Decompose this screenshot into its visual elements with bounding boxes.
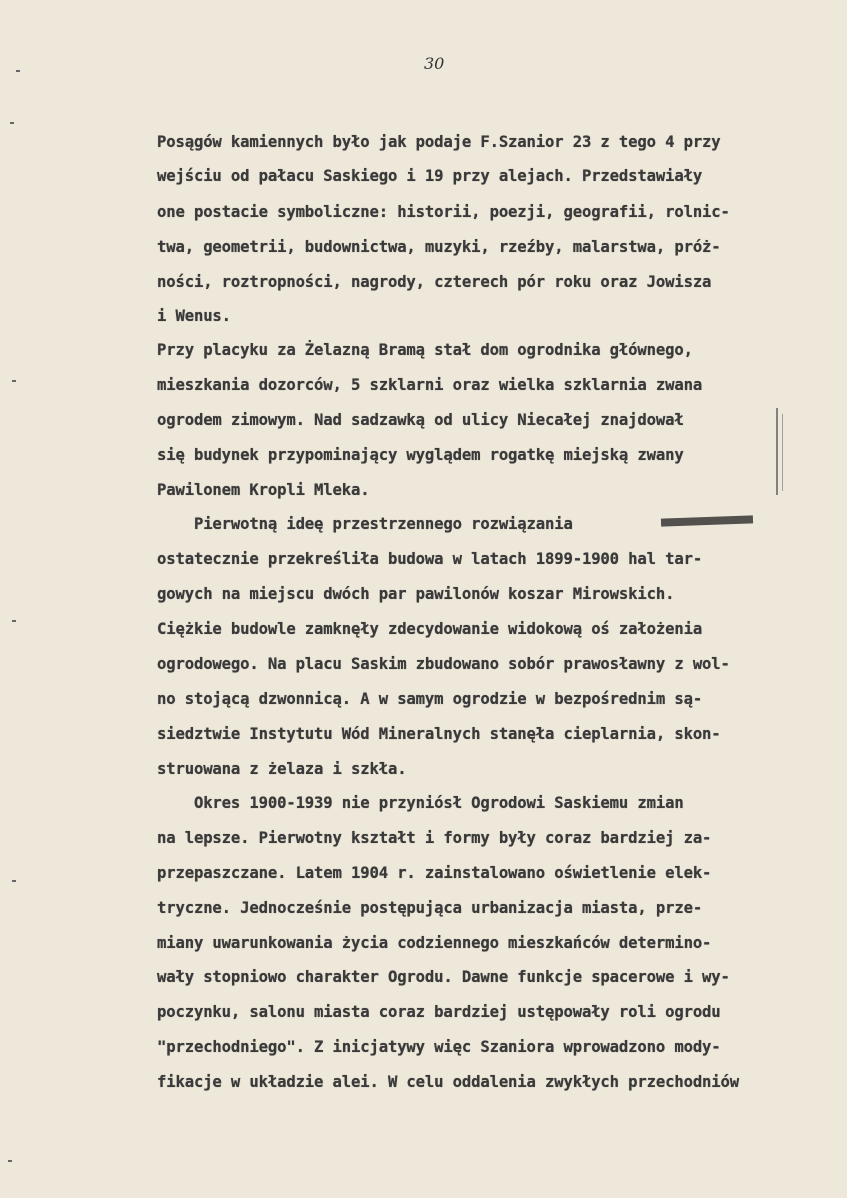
edge-mark bbox=[16, 70, 20, 72]
text-line: Przy placyku za Żelazną Bramą stał dom ogrodnika głównego, bbox=[157, 341, 693, 359]
edge-mark bbox=[12, 380, 16, 382]
text-line: ostatecznie przekreśliła budowa w latach 1899-1900 hal tar- bbox=[157, 550, 703, 568]
text-line: Okres 1900-1939 nie przyniósł Ogrodowi Saskiemu zmian bbox=[157, 794, 684, 812]
text-line: przepaszczane. Latem 1904 r. zainstalowano oświetlenie elek- bbox=[157, 864, 712, 882]
text-line: się budynek przypominający wyglądem rogatkę miejską zwany bbox=[157, 446, 684, 464]
text-line: poczynku, salonu miasta coraz bardziej ustępowały roli ogrodu bbox=[157, 1003, 721, 1021]
text-line: mieszkania dozorców, 5 szklarni oraz wielka szklarnia zwana bbox=[157, 376, 703, 394]
text-line: tryczne. Jednocześnie postępująca urbanizacja miasta, prze- bbox=[157, 899, 703, 917]
edge-mark bbox=[12, 880, 16, 882]
edge-mark bbox=[10, 122, 14, 124]
text-line: i Wenus. bbox=[157, 307, 231, 325]
text-line: fikacje w układzie alei. W celu oddalenia zwykłych przechodniów bbox=[157, 1073, 740, 1091]
text-line: ności, roztropności, nagrody, czterech pór roku oraz Jowisza bbox=[157, 273, 712, 291]
edge-mark bbox=[8, 1160, 12, 1162]
text-line: siedztwie Instytutu Wód Mineralnych stanęła cieplarnia, skon- bbox=[157, 725, 721, 743]
text-line: wały stopniowo charakter Ogrodu. Dawne funkcje spacerowe i wy- bbox=[157, 968, 730, 986]
text-line: na lepsze. Pierwotny kształt i formy były coraz bardziej za- bbox=[157, 829, 712, 847]
text-line: Posągów kamiennych było jak podaje F.Szanior 23 z tego 4 przy bbox=[157, 133, 721, 151]
struck-out-word bbox=[661, 515, 753, 526]
text-line: Pawilonem Kropli Mleka. bbox=[157, 481, 370, 499]
text-line: one postacie symboliczne: historii, poezji, geografii, rolnic- bbox=[157, 203, 730, 221]
text-line: ogrodowego. Na placu Saskim zbudowano sobór prawosławny z wol- bbox=[157, 655, 730, 673]
text-line: no stojącą dzwonnicą. A w samym ogrodzie w bezpośrednim są- bbox=[157, 690, 703, 708]
text-line: twa, geometrii, budownictwa, muzyki, rzeźby, malarstwa, próż- bbox=[157, 238, 721, 256]
text-line: Pierwotną ideę przestrzennego rozwiązania bbox=[157, 515, 582, 533]
margin-mark bbox=[776, 408, 778, 495]
edge-mark bbox=[12, 620, 16, 622]
text-line: Ciężkie budowle zamknęły zdecydowanie widokową oś założenia bbox=[157, 620, 703, 638]
text-line: wejściu od pałacu Saskiego i 19 przy alejach. Przedstawiały bbox=[157, 167, 703, 185]
page-number: 30 bbox=[424, 54, 445, 73]
text-line: "przechodniego". Z inicjatywy więc Szaniora wprowadzono mody- bbox=[157, 1038, 721, 1056]
margin-mark bbox=[782, 414, 783, 491]
text-line: ogrodem zimowym. Nad sadzawką od ulicy Niecałej znajdował bbox=[157, 411, 684, 429]
text-line: struowana z żelaza i szkła. bbox=[157, 760, 407, 778]
text-line: miany uwarunkowania życia codziennego mieszkańców determino- bbox=[157, 934, 712, 952]
text-line: gowych na miejscu dwóch par pawilonów koszar Mirowskich. bbox=[157, 585, 675, 603]
